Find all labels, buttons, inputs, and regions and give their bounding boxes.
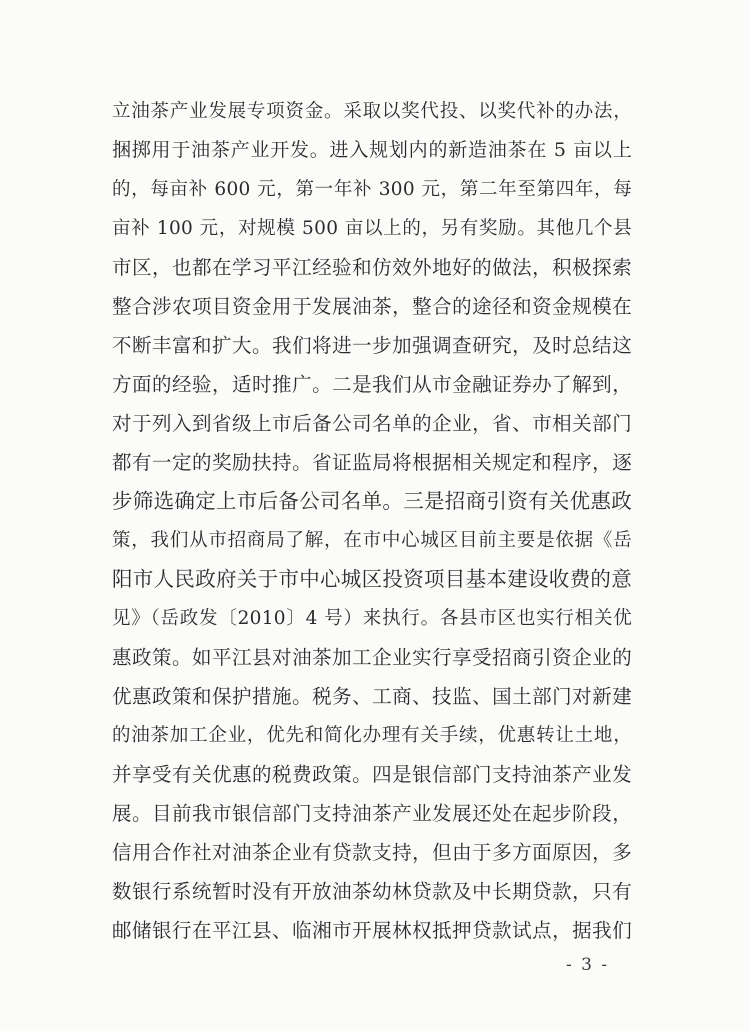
page-number: - 3 - [566,955,610,975]
text-line: 并享受有关优惠的税费政策。四是银信部门支持油茶产业发 [112,763,632,786]
text-line: 方面的经验，适时推广。二是我们从市金融证券办了解到， [112,373,632,396]
text-line: 不断丰富和扩大。我们将进一步加强调查研究，及时总结这 [112,334,632,357]
text-line: 的油茶加工企业，优先和简化办理有关手续，优惠转让土地， [112,725,632,746]
text-line: 市区，也都在学习平江经验和仿效外地好的做法，积极探索 [112,256,632,279]
text-line: 对于列入到省级上市后备公司名单的企业，省、市相关部门 [112,412,632,435]
text-line: 策，我们从市招商局了解，在市中心城区目前主要是依据《岳 [112,530,632,551]
text-line: 阳市人民政府关于市中心城区投资项目基本建设收费的意 [112,567,632,591]
text-line: 的，每亩补 600 元，第一年补 300 元，第二年至第四年，每 [112,179,632,200]
text-line: 见》（岳政发〔2010〕4 号）来执行。各县市区也实行相关优 [112,608,632,629]
text-line: 邮储银行在平江县、临湘市开展林权抵押贷款试点，据我们 [112,919,632,942]
text-line: 惠政策。如平江县对油茶加工企业实行享受招商引资企业的 [112,646,632,669]
text-line: 都有一定的奖励扶持。省证监局将根据相关规定和程序，逐 [112,451,632,474]
text-line: 立油茶产业发展专项资金。采取以奖代投、以奖代补的办法， [112,101,632,122]
text-line: 信用合作社对油茶企业有贷款支持，但由于多方面原因，多 [112,841,632,864]
text-line: 展。目前我市银信部门支持油茶产业发展还处在起步阶段， [112,802,632,825]
text-line: 亩补 100 元，对规模 500 亩以上的，另有奖励。其他几个县 [112,218,632,239]
text-line: 步筛选确定上市后备公司名单。三是招商引资有关优惠政 [112,489,632,513]
text-line: 数银行系统暂时没有开放油茶幼林贷款及中长期贷款，只有 [112,880,632,903]
text-line: 优惠政策和保护措施。税务、工商、技监、国土部门对新建 [112,685,632,708]
body-text [112,92,632,950]
text-line: 整合涉农项目资金用于发展油茶，整合的途径和资金规模在 [112,295,632,318]
text-line: 捆掷用于油茶产业开发。进入规划内的新造油茶在 5 亩以上 [112,139,632,161]
